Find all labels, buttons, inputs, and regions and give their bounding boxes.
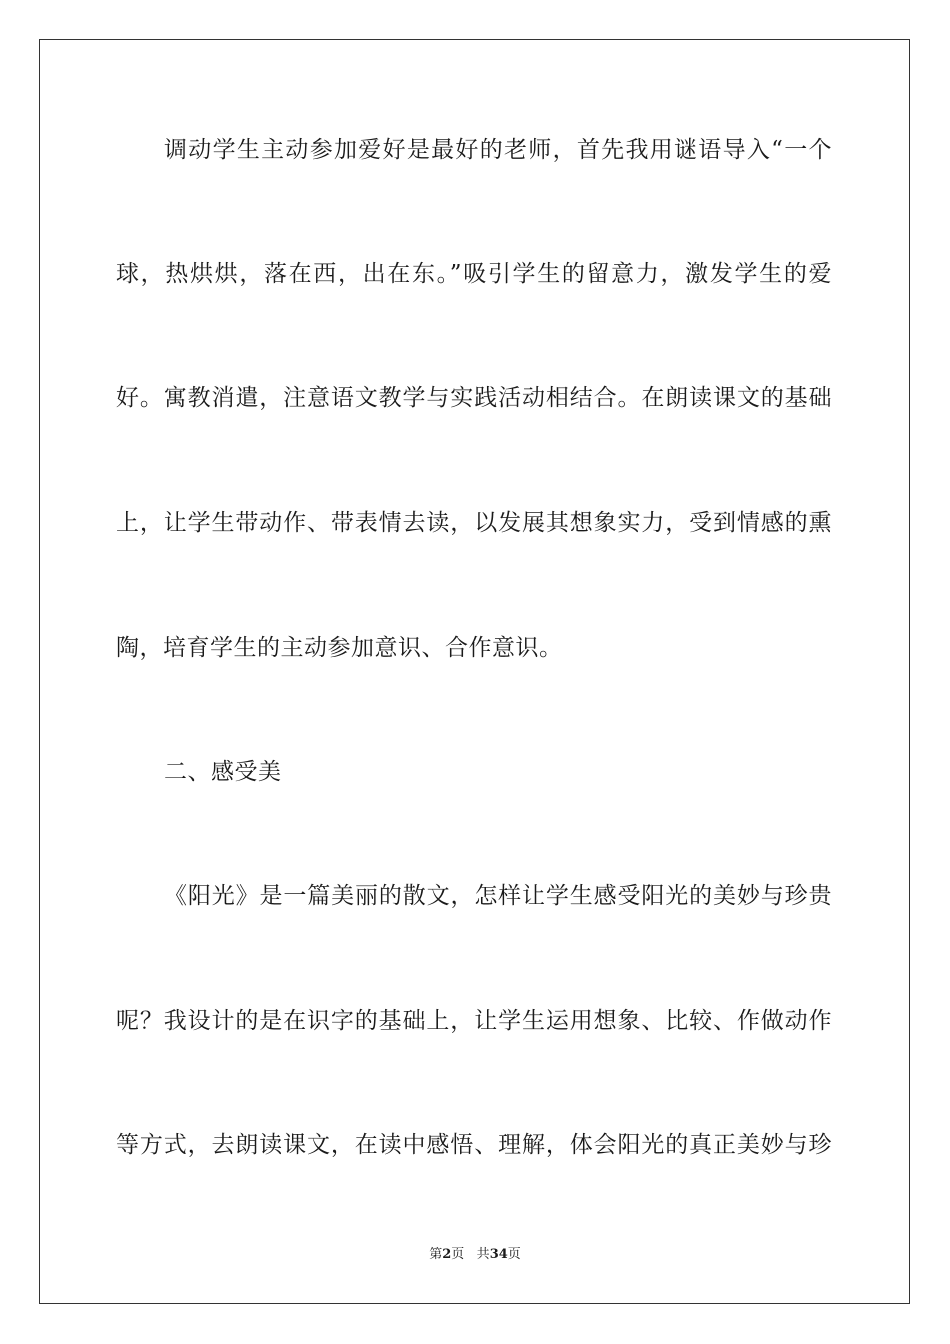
- text-line: 等方式，去朗读课文，在读中感悟、理解，体会阳光的真正美妙与珍: [116, 1132, 832, 1158]
- page-label-prefix: 第: [429, 1247, 443, 1262]
- text-line: 呢？我设计的是在识字的基础上，让学生运用想象、比较、作做动作: [116, 1008, 832, 1034]
- page-frame: [39, 39, 910, 1304]
- total-label-prefix: 共: [476, 1247, 490, 1262]
- page-footer: [0, 1247, 950, 1263]
- text-line: 调动学生主动参加爱好是最好的老师，首先我用谜语导入“一个: [164, 137, 832, 163]
- section-heading: 二、感受美: [164, 759, 282, 785]
- total-label-suffix: 页: [507, 1247, 521, 1262]
- page-label-suffix: 页: [451, 1247, 465, 1262]
- text-line: 《阳光》是一篇美丽的散文，怎样让学生感受阳光的美妙与珍贵: [164, 883, 832, 909]
- current-page-number: 2: [442, 1247, 452, 1262]
- text-line: 好。寓教消遣，注意语文教学与实践活动相结合。在朗读课文的基础: [116, 385, 832, 411]
- total-pages-number: 34: [489, 1247, 508, 1262]
- text-line: 陶，培育学生的主动参加意识、合作意识。: [116, 635, 563, 661]
- text-line: 上，让学生带动作、带表情去读，以发展其想象实力，受到情感的熏: [116, 510, 832, 536]
- text-line: 球，热烘烘，落在西，出在东。”吸引学生的留意力，激发学生的爱: [116, 261, 832, 287]
